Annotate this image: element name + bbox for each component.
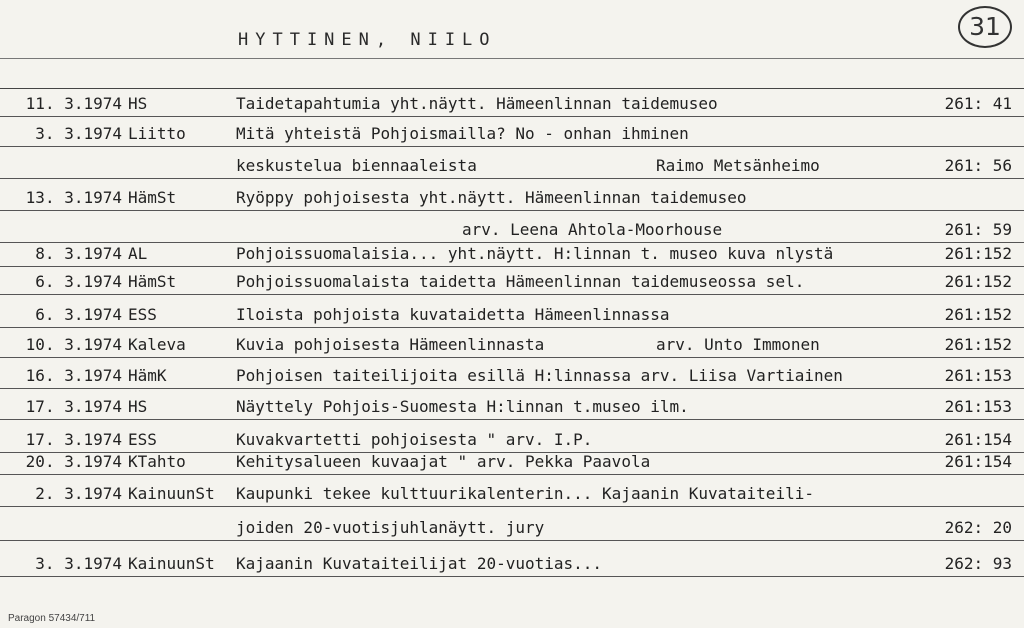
- entry-text: Kuvia pohjoisesta Hämeenlinnasta: [236, 335, 545, 354]
- entry-source: ESS: [128, 430, 157, 449]
- entry-text: Kuvakvartetti pohjoisesta " arv. I.P.: [236, 430, 593, 449]
- row-rule: [0, 473, 1024, 475]
- entry-date: 11. 3.1974: [25, 94, 122, 113]
- entry-reference: 261: 41: [944, 94, 1012, 113]
- entry-date: 2. 3.1974: [35, 484, 122, 503]
- list-item: [0, 272, 1024, 292]
- entry-date: 3. 3.1974: [35, 124, 122, 143]
- entry-text: keskustelua biennaaleista: [236, 156, 477, 175]
- entry-text: Kaupunki tekee kulttuurikalenterin... Kajaanin Kuvataiteili-: [236, 484, 814, 503]
- row-rule: [0, 326, 1024, 328]
- row-rule: [0, 209, 1024, 211]
- entry-text: Taidetapahtumia yht.näytt. Hämeenlinnan taidemuseo: [236, 94, 718, 113]
- entry-date: 8. 3.1974: [35, 244, 122, 263]
- entry-reference: 261: 56: [944, 156, 1012, 175]
- list-item: [0, 244, 1024, 264]
- row-rule: [0, 356, 1024, 358]
- list-item: [0, 94, 1024, 114]
- entry-date: 16. 3.1974: [25, 366, 122, 385]
- list-item: [0, 430, 1024, 450]
- entry-source: AL: [128, 244, 148, 263]
- row-rule: [0, 265, 1024, 267]
- list-item: [0, 335, 1024, 355]
- entry-text: Pohjoissuomalaista taidetta Hämeenlinnan taidemuseossa sel.: [236, 272, 805, 291]
- entry-source: HämSt: [128, 188, 177, 207]
- entry-text: joiden 20-vuotisjuhlanäytt. jury: [236, 518, 545, 537]
- entry-date: 3. 3.1974: [35, 554, 122, 573]
- list-item: [0, 156, 1024, 176]
- divider: [0, 88, 1024, 89]
- entry-date: 6. 3.1974: [35, 272, 122, 291]
- entry-source: Kaleva: [128, 335, 186, 354]
- entry-reviewer: arv. Leena Ahtola-Moorhouse: [462, 220, 723, 239]
- entry-reference: 261: 59: [944, 220, 1012, 239]
- row-rule: [0, 387, 1024, 389]
- entry-text: Mitä yhteistä Pohjoismailla? No - onhan ihminen: [236, 124, 689, 143]
- entry-date: 17. 3.1974: [25, 397, 122, 416]
- card-number: 31: [958, 6, 1012, 48]
- entry-source: HämSt: [128, 272, 177, 291]
- entry-source: ESS: [128, 305, 157, 324]
- entry-date: 10. 3.1974: [25, 335, 122, 354]
- entry-date: 20. 3.1974: [25, 452, 122, 471]
- entry-reference: 261:152: [944, 272, 1012, 291]
- entry-date: 6. 3.1974: [35, 305, 122, 324]
- entry-text: Kehitysalueen kuvaajat " arv. Pekka Paavola: [236, 452, 651, 471]
- list-item: [0, 366, 1024, 386]
- list-item: [0, 220, 1024, 240]
- entry-reference: 262: 93: [944, 554, 1012, 573]
- entry-text: Näyttely Pohjois-Suomesta H:linnan t.museo ilm.: [236, 397, 689, 416]
- entry-source: Liitto: [128, 124, 186, 143]
- entry-source: HS: [128, 397, 148, 416]
- entry-reviewer: Raimo Metsänheimo: [656, 156, 820, 175]
- list-item: [0, 518, 1024, 538]
- entry-reference: 261:153: [944, 366, 1012, 385]
- list-item: [0, 554, 1024, 574]
- row-rule: [0, 177, 1024, 179]
- row-rule: [0, 575, 1024, 577]
- list-item: [0, 397, 1024, 417]
- entry-reference: 262: 20: [944, 518, 1012, 537]
- entry-source: KTahto: [128, 452, 186, 471]
- row-rule: [0, 293, 1024, 295]
- divider: [0, 58, 1024, 59]
- entry-source: HämK: [128, 366, 167, 385]
- list-item: [0, 305, 1024, 325]
- list-item: [0, 452, 1024, 472]
- entry-source: KainuunSt: [128, 554, 215, 573]
- entry-source: HS: [128, 94, 148, 113]
- row-rule: [0, 539, 1024, 541]
- card-title: HYTTINEN, NIILO: [238, 30, 497, 50]
- entry-source: KainuunSt: [128, 484, 215, 503]
- entry-reference: 261:152: [944, 335, 1012, 354]
- entry-date: 13. 3.1974: [25, 188, 122, 207]
- entry-reference: 261:152: [944, 305, 1012, 324]
- entry-reference: 261:153: [944, 397, 1012, 416]
- entry-text: Pohjoisen taiteilijoita esillä H:linnassa arv. Liisa Vartiainen: [236, 366, 843, 385]
- entry-text: Kajaanin Kuvataiteilijat 20-vuotias...: [236, 554, 603, 573]
- entry-text: Pohjoissuomalaisia... yht.näytt. H:linnan t. museo kuva nlystä: [236, 244, 834, 263]
- entry-reference: 261:152: [944, 244, 1012, 263]
- row-rule: [0, 241, 1024, 243]
- row-rule: [0, 418, 1024, 420]
- entry-date: 17. 3.1974: [25, 430, 122, 449]
- entry-text: Iloista pohjoista kuvataidetta Hämeenlinnassa: [236, 305, 670, 324]
- row-rule: [0, 145, 1024, 147]
- list-item: [0, 188, 1024, 208]
- entry-reference: 261:154: [944, 430, 1012, 449]
- entry-reviewer: arv. Unto Immonen: [656, 335, 820, 354]
- entry-text: Ryöppy pohjoisesta yht.näytt. Hämeenlinnan taidemuseo: [236, 188, 747, 207]
- entry-reference: 261:154: [944, 452, 1012, 471]
- row-rule: [0, 505, 1024, 507]
- list-item: [0, 124, 1024, 144]
- list-item: [0, 484, 1024, 504]
- card-footer: Paragon 57434/711: [8, 613, 96, 624]
- row-rule: [0, 115, 1024, 117]
